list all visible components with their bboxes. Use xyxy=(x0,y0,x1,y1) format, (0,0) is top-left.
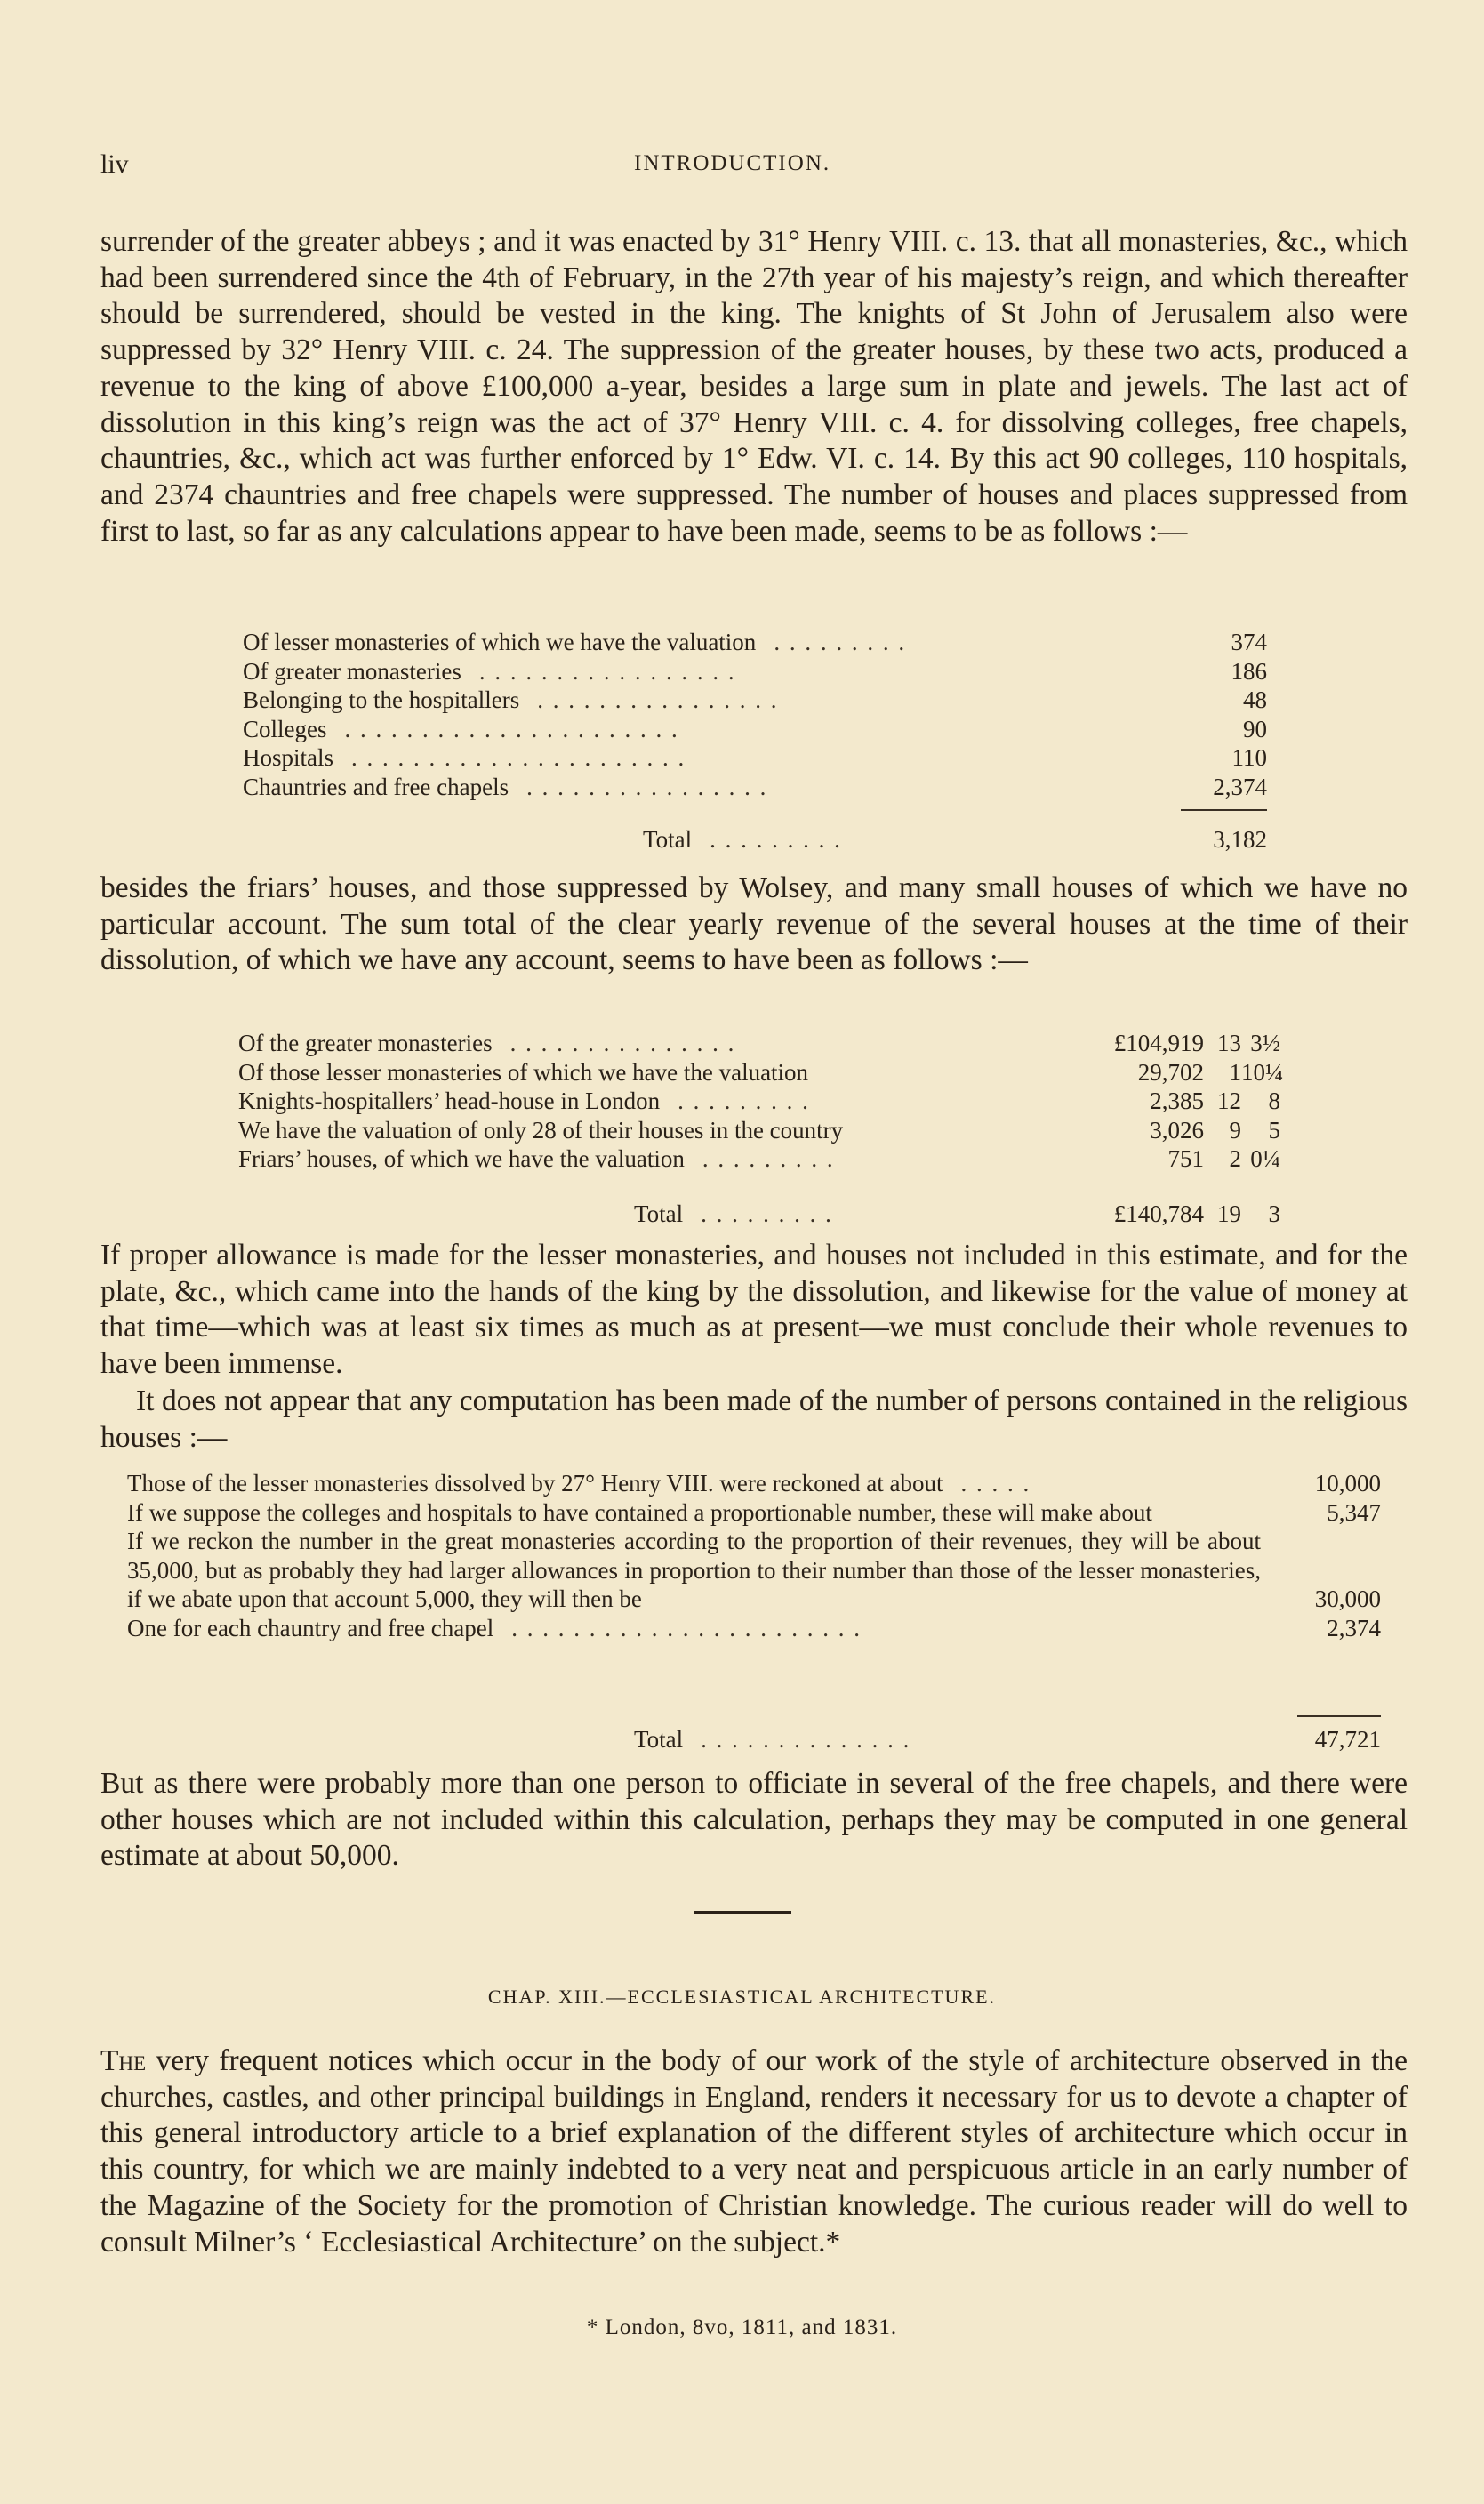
total-rule xyxy=(1297,1715,1381,1717)
table-row: If we reckon the number in the great monasteries according to the proportion of their revenues, they will be about 35,000, but as probably they had larger allowances in proportion to their number than those of the lesser monasteries, if we abate upon that account 5,000, they will then be 30,000 xyxy=(127,1528,1381,1612)
page-number: liv xyxy=(100,149,129,179)
table-row: Of lesser monasteries of which we have the valuation . . . . . . . . . 374 xyxy=(243,629,1267,655)
table-row: Colleges . . . . . . . . . . . . . . . . . . . . . . 90 xyxy=(243,715,1267,742)
table-total-row: Total . . . . . . . . . . . . . . 47,721 xyxy=(634,1726,1381,1753)
paragraph-suppression-acts: surrender of the greater abbeys ; and it was enacted by 31° Henry VIII. c. 13. that all monasteries, &c., which had been surrendered since the 4th of February, in the 27th year of his majesty’s reign, and which thereafter should be surrendered, should be vested in the king. The knights of St John of Jerusalem also were suppressed by 32° Henry VIII. c. 24. The suppression of the greater houses, by these two acts, produced a revenue to the king of above £100,000 a-year, besides a large sum in plate and jewels. The last act of dissolution in this king’s reign was the act of 37° Henry VIII. c. 4. for dissolving colleges, free chapels, chauntries, &c., which act was further enforced by 1° Edw. VI. c. 14. By this act 90 colleges, 110 hospitals, and 2374 chauntries and free chapels were suppressed. The number of houses and places suppressed from first to last, so far as any calculations appear to have been made, seems to be as follows :— xyxy=(100,225,1408,548)
revenue-total xyxy=(238,1200,1280,1229)
table-row: Of the greater monasteries . . . . . . . . . . . . . . . £104,919 13 3½ xyxy=(238,1030,1280,1056)
footnote: * London, 8vo, 1811, and 1831. xyxy=(586,2315,898,2339)
total-rule xyxy=(1181,809,1267,811)
persons-table xyxy=(127,1469,1381,1642)
table-row: One for each chauntry and free chapel . . . . . . . . . . . . . . . . . . . . . . . 2,374 xyxy=(127,1614,1381,1641)
paragraph-revenue-intro: besides the friars’ houses, and those suppressed by Wolsey, and many small houses of which we have no particular account. The sum total of the clear yearly revenue of the several houses at the time of their dissolution, of which we have any account, seems to have been as follows :— xyxy=(100,871,1408,977)
paragraph-allowance: If proper allowance is made for the lesser monasteries, and houses not included in this estimate, and for the plate, &c., which came into the hands of the king by the dissolution, and likewise for the value of money at that time—which was at least six times as much as at present—we must conclude their whole revenues to have been immense. xyxy=(100,1239,1408,1381)
table-row: Hospitals . . . . . . . . . . . . . . . . . . . . . . 110 xyxy=(243,744,1267,771)
table-row: Knights-hospitallers’ head-house in London . . . . . . . . . 2,385 12 8 xyxy=(238,1087,1280,1114)
page-header xyxy=(100,149,1408,185)
table-row: Of greater monasteries . . . . . . . . . . . . . . . . . 186 xyxy=(243,657,1267,685)
section-divider xyxy=(694,1911,791,1914)
table-row: If we suppose the colleges and hospitals to have contained a proportionable number, these will make about 5,347 xyxy=(127,1498,1381,1526)
houses-count-table xyxy=(243,628,1267,801)
paragraph-persons-intro: It does not appear that any computation has been made of the number of persons contained in the religious houses :— xyxy=(100,1384,1408,1454)
revenue-table xyxy=(238,1029,1284,1174)
paragraph-architecture: The very frequent notices which occur in the body of our work of the style of architecture observed in the churches, castles, and other principal buildings in England, renders it necessary for us to devote a chapter of this general introductory article to a brief explanation of the different styles of architecture which occur in this country, for which we are mainly indebted to a very neat and perspicuous article in an early number of the Magazine of the Society for the promotion of Christian knowledge. The curious reader will do well to consult Milner’s ‘ Ecclesiastical Architecture’ on the subject.* xyxy=(100,2044,1408,2259)
table-row: Belonging to the hospitallers . . . . . . . . . . . . . . . . 48 xyxy=(243,686,1267,713)
table-total-row: Total . . . . . . . . . 3,182 xyxy=(643,826,1267,853)
houses-count-total xyxy=(243,825,1267,855)
table-row: Chauntries and free chapels . . . . . . . . . . . . . . . . 2,374 xyxy=(243,773,1267,800)
table-row: Friars’ houses, of which we have the valuation . . . . . . . . . 751 2 0¼ xyxy=(238,1145,1280,1172)
persons-total xyxy=(127,1725,1381,1754)
table-row: Those of the lesser monasteries dissolved by 27° Henry VIII. were reckoned at about . . . . . 10,000 xyxy=(127,1470,1381,1497)
table-total-row: Total . . . . . . . . . £140,784 19 3 xyxy=(634,1200,1280,1227)
chapter-heading: CHAP. XIII.—ECCLESIASTICAL ARCHITECTURE. xyxy=(487,1986,997,2008)
table-row: Of those lesser monasteries of which we have the valuation 29,702 110¼ xyxy=(238,1058,1284,1086)
paragraph-estimate: But as there were probably more than one person to officiate in several of the free chapels, and there were other houses which are not included within this calculation, perhaps they may be computed in one general estimate at about 50,000. xyxy=(100,1767,1408,1873)
table-row: We have the valuation of only 28 of their houses in the country 3,026 9 5 xyxy=(238,1116,1280,1144)
running-title: INTRODUCTION. xyxy=(634,151,831,175)
